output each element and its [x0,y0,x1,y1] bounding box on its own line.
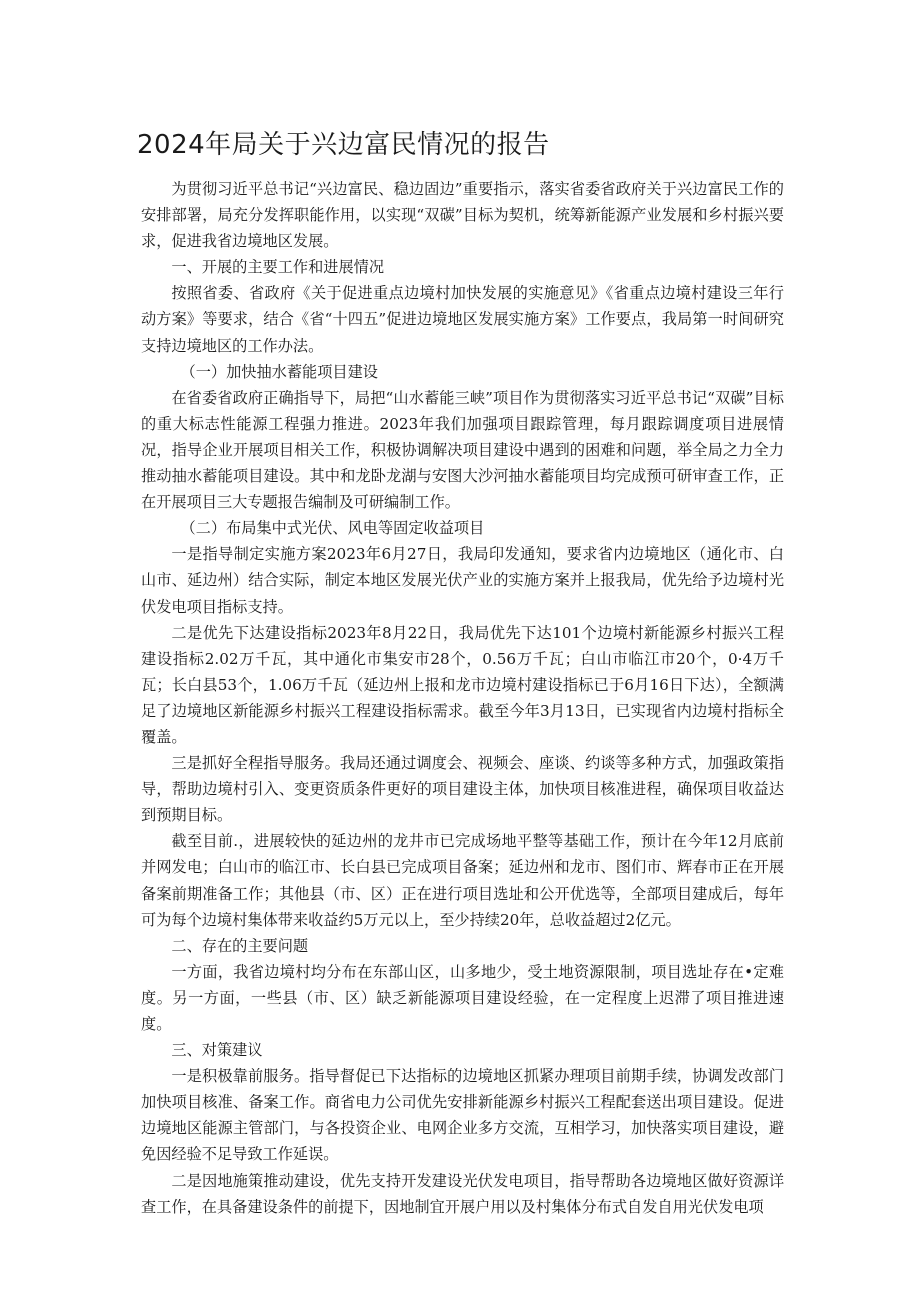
subsection-heading: （一）加快抽水蓄能项目建设 [180,362,378,381]
paragraph: 截至目前.，进展较快的延边州的龙井市已完成场地平整等基础工作，预计在今年12月底前并网发电；白山市的临江市、长白县已完成项目备案；延边州和龙市、图们市、辉春市正在开展备案前期准备工作；其他县（市、区）正在进行项目选址和公开优选等，全部项目建成后，每年可为每个边境村集体带来收益约5万元以上，至少持续20年，总收益超过2亿元。 [141,832,784,929]
paragraph: 一是指导制定实施方案2023年6月27日，我局印发通知，要求省内边境地区（通化市、白山市、延边州）结合实际，制定本地区发展光伏产业的实施方案并上报我局，优先给予边境村光伏发电项目指标支持。 [141,545,784,616]
document-body [141,176,784,1220]
section-heading: 二、存在的主要问题 [171,936,309,955]
paragraph: 一方面，我省边境村均分布在东部山区，山多地少，受土地资源限制，项目选址存在•定难度。另一方面，一些县（市、区）缺乏新能源项目建设经验，在一定程度上迟滞了项目推进速度。 [141,962,784,1033]
paragraph: 为贯彻习近平总书记“兴边富民、稳边固边”重要指示，落实省委省政府关于兴边富民工作的安排部署，局充分发挥职能作用，以实现“双碳”目标为契机，统筹新能源产业发展和乡村振兴要求，促进我省边境地区发展。 [141,180,784,251]
paragraph: 三是抓好全程指导服务。我局还通过调度会、视频会、座谈、约谈等多种方式，加强政策指导，帮助边境村引入、变更资质条件更好的项目建设主体，加快项目核准进程，确保项目收益达到预期目标。 [141,754,784,825]
subsection-heading: （二）布局集中式光伏、风电等固定收益项目 [180,519,485,538]
section-heading: 三、对策建议 [171,1041,263,1060]
section-heading: 一、开展的主要工作和进展情况 [171,258,385,277]
paragraph: 二是因地施策推动建设，优先支持开发建设光伏发电项目，指导帮助各边境地区做好资源详查工作，在具备建设条件的前提下，因地制宜开展户用以及村集体分布式自发自用光伏发电项 [141,1171,784,1216]
document-title: 2024年局关于兴边富民情况的报告 [137,130,550,160]
paragraph: 按照省委、省政府《关于促进重点边境村加快发展的实施意见》《省重点边境村建设三年行动方案》等要求，结合《省“十四五”促进边境地区发展实施方案》工作要点，我局第一时间研究支持边境地区的工作办法。 [141,284,784,355]
paragraph: 在省委省政府正确指导下，局把“山水蓄能三峡”项目作为贯彻落实习近平总书记“双碳”目标的重大标志性能源工程强力推进。2023年我们加强项目跟踪管理，每月跟踪调度项目进展情况，指导企业开展项目相关工作，积极协调解决项目建设中遇到的困难和问题，举全局之力全力推动抽水蓄能项目建设。其中和龙卧龙湖与安图大沙河抽水蓄能项目均完成预可研审查工作，正在开展项目三大专题报告编制及可研编制工作。 [141,388,784,512]
paragraph: 一是积极靠前服务。指导督促已下达指标的边境地区抓紧办理项目前期手续，协调发改部门加快项目核准、备案工作。商省电力公司优先安排新能源乡村振兴工程配套送出项目建设。促进边境地区能源主管部门，与各投资企业、电网企业多方交流，互相学习，加快落实项目建设，避免因经验不足导致工作延误。 [141,1067,784,1164]
paragraph: 二是优先下达建设指标2023年8月22日，我局优先下达101个边境村新能源乡村振兴工程建设指标2.02万千瓦，其中通化市集安市28个，0.56万千瓦；白山市临江市20个，0·4万千瓦；长白县53个，1.06万千瓦（延边州上报和龙市边境村建设指标已于6月16日下达），全额满足了边境地区新能源乡村振兴工程建设指标需求。截至今年3月13日，已实现省内边境村指标全覆盖。 [141,623,784,746]
